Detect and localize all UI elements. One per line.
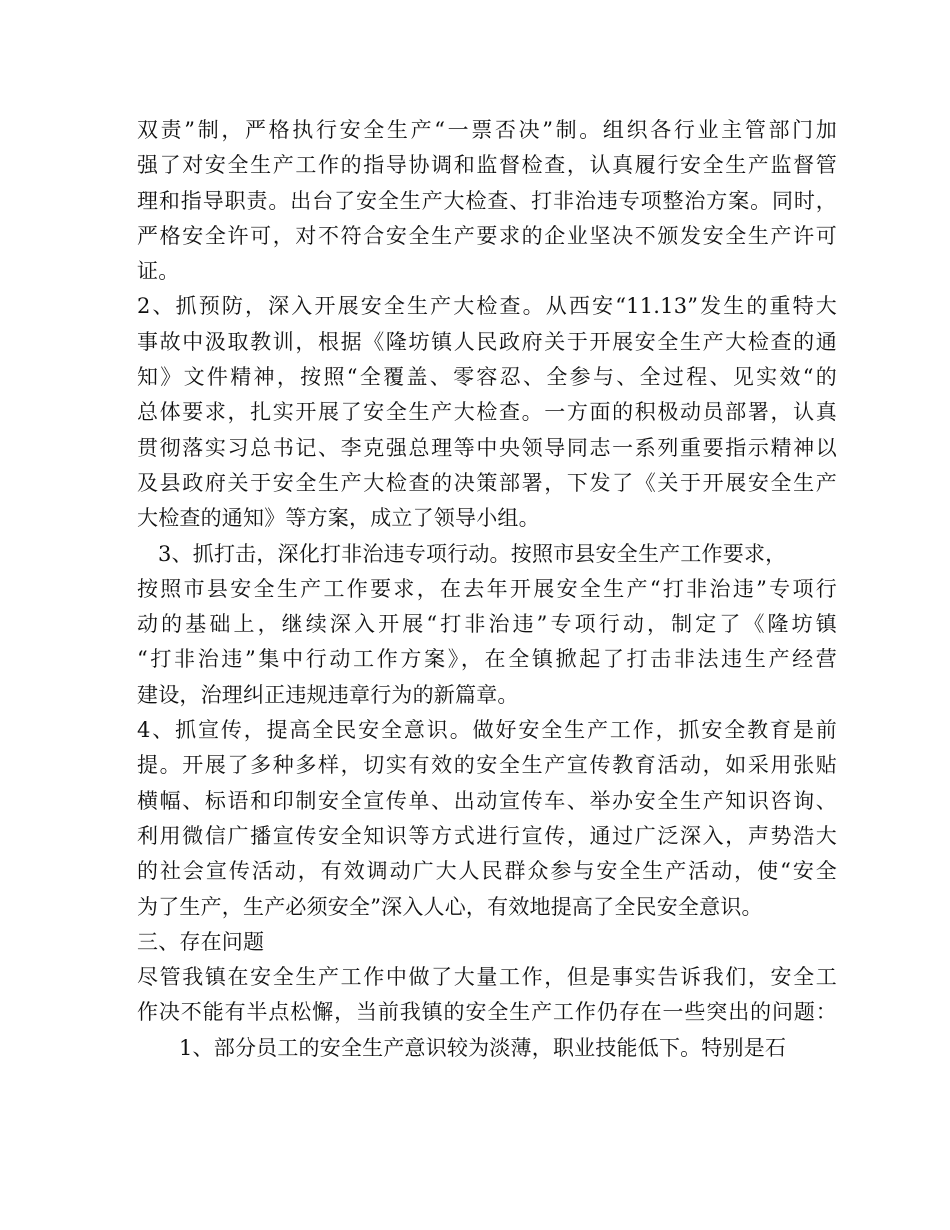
text-line: 强了对安全生产工作的指导协调和监督检查，认真履行安全生产监督管	[137, 153, 837, 178]
text-line: 建设，治理纠正违规违章行为的新篇章。	[137, 682, 519, 707]
text-line: 3、抓打击，深化打非治违专项行动。按照市县安全生产工作要求，	[158, 541, 787, 566]
text-line: 的社会宣传活动，有效调动广大人民群众参与安全生产活动，使“安全	[137, 859, 837, 884]
text-line: 为了生产，生产必须安全”深入人心，有效地提高了全民安全意识。	[137, 894, 763, 919]
text-line: 理和指导职责。出台了安全生产大检查、打非治违专项整治方案。同时，	[137, 188, 837, 213]
text-line: 总体要求，扎实开展了安全生产大检查。一方面的积极动员部署，认真	[137, 400, 837, 425]
text-line: 尽管我镇在安全生产工作中做了大量工作，但是事实告诉我们，安全工	[137, 965, 837, 990]
text-line: 双责”制，严格执行安全生产“一票否决”制。组织各行业主管部门加	[137, 118, 837, 142]
section-heading: 三、存在问题	[137, 929, 265, 954]
text-line: 2、抓预防，深入开展安全生产大检查。从西安“11.13”发生的重特大	[137, 294, 837, 319]
text-line: 作决不能有半点松懈，当前我镇的安全生产工作仍存在一些突出的问题：	[137, 1000, 837, 1025]
document-body	[137, 113, 837, 1066]
text-line: 知》文件精神，按照“全覆盖、零容忍、全参与、全过程、见实效“的	[137, 365, 837, 390]
text-line: “打非治违”集中行动工作方案》，在全镇掀起了打击非法违生产经营	[137, 647, 837, 672]
text-line: 及县政府关于安全生产大检查的决策部署，下发了《关于开展安全生产	[137, 470, 837, 495]
text-line: 事故中汲取教训，根据《隆坊镇人民政府关于开展安全生产大检查的通	[137, 329, 837, 354]
text-line: 横幅、标语和印制安全宣传单、出动宣传车、举办安全生产知识咨询、	[137, 788, 837, 813]
text-line: 利用微信广播宣传安全知识等方式进行宣传，通过广泛深入，声势浩大	[137, 823, 837, 848]
text-line: 1、部分员工的安全生产意识较为淡薄，职业技能低下。特别是石	[179, 1035, 787, 1060]
text-line: 严格安全许可，对不符合安全生产要求的企业坚决不颁发安全生产许可	[137, 223, 837, 248]
text-line: 大检查的通知》等方案，成立了领导小组。	[137, 506, 540, 531]
text-line: 按照市县安全生产工作要求，在去年开展安全生产“打非治违”专项行	[137, 576, 837, 601]
text-line: 贯彻落实习总书记、李克强总理等中央领导同志一系列重要指示精神以	[137, 435, 837, 460]
text-line: 提。开展了多种多样，切实有效的安全生产宣传教育活动，如采用张贴	[137, 753, 837, 778]
text-line: 动的基础上，继续深入开展“打非治违”专项行动，制定了《隆坊镇	[137, 612, 837, 637]
text-line: 4、抓宣传，提高全民安全意识。做好安全生产工作，抓安全教育是前	[137, 718, 837, 743]
text-line: 证。	[137, 259, 180, 284]
